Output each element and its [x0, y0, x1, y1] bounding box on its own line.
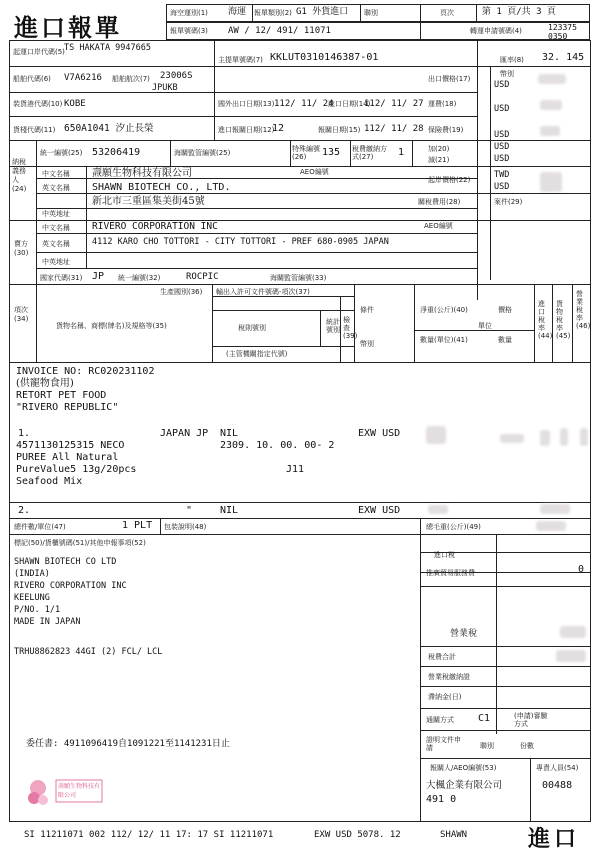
- statistics-label: 統計號別: [326, 318, 340, 334]
- terms-label: 條件: [360, 306, 374, 314]
- fob-value-redacted: [538, 74, 566, 84]
- cif-label: 起岸價格(22): [428, 176, 471, 184]
- item-weight-redacted: [426, 426, 446, 444]
- declare-date-label: 報關日期(15): [318, 126, 361, 134]
- cif-value-redacted: [540, 172, 562, 192]
- document-title: 進口報單: [14, 13, 122, 42]
- cert-label: 證明文件申請: [426, 736, 461, 752]
- seller-addr-label: 中英地址: [42, 258, 70, 266]
- item-permit: NIL: [220, 428, 239, 439]
- main-agency-label: (主管機關指定代號): [226, 350, 288, 358]
- item-permit: NIL: [220, 505, 239, 516]
- item-stat: J11: [286, 464, 305, 475]
- importer-aeo-label: AEO編號: [300, 168, 329, 176]
- method-label: 貨物稅率(45): [556, 300, 571, 340]
- marks-label: 包裝說明(48): [164, 523, 207, 531]
- cert-value: 聯別: [480, 742, 494, 750]
- importer-tax-id: 53206419: [92, 147, 141, 158]
- fob-label: 出口價格(17): [428, 75, 471, 83]
- seller-name-zh: RIVERO CORPORATION INC: [92, 221, 218, 232]
- agent-label: 專責人員(54): [536, 764, 579, 772]
- remark-line: (INDIA): [14, 569, 50, 579]
- transfer-no-label: 轉運申請號碼(4): [470, 27, 522, 35]
- adjust-add-label: 加(20): [428, 145, 450, 153]
- unit-price-label: 價格: [498, 306, 512, 314]
- unit-label: 單位: [478, 322, 492, 330]
- shipping-method: C1: [478, 713, 491, 724]
- freight-currency: USD: [494, 104, 510, 114]
- consignor-code: TS HAKATA 9947665: [64, 43, 151, 53]
- exchange-rate-label: 匯率(8): [500, 56, 524, 64]
- warehouse-label: 貨棧代碼(11): [13, 126, 56, 134]
- item-tariff: 2309. 10. 00. 00- 2: [220, 440, 335, 451]
- origin-label: 生產國別(36): [160, 288, 203, 296]
- amount-label: 數量: [498, 336, 512, 344]
- importer-name-zh-label: 中文名稱: [42, 170, 70, 178]
- seller-tax-id-label: 統一編號(32): [118, 274, 161, 282]
- tax-col-label: 營業稅率(46): [576, 290, 591, 330]
- export-date: 112/ 11/ 24: [274, 99, 334, 109]
- shipping-method-label: 通關方式: [426, 716, 454, 724]
- special-no: 135: [322, 147, 341, 158]
- invoice-line-4: "RIVERO REPUBLIC": [16, 402, 119, 413]
- adjust-currency-1: USD: [494, 142, 510, 152]
- tax-total-redacted: [556, 650, 586, 662]
- item-weight-redacted: [428, 505, 448, 514]
- remark-line: RIVERO CORPORATION INC: [14, 581, 127, 591]
- item-rate-redacted: [540, 504, 570, 514]
- seller-country-label: 國家代碼(31): [40, 274, 83, 282]
- adjust-sub-label: 減(21): [428, 156, 450, 164]
- footer-line: SI 11211071 002 112/ 12/ 11 17: 17 SI 11211071: [24, 830, 274, 840]
- vessel-code: V7A6216: [64, 73, 102, 83]
- loading-port-label: 裝貨港代碼(10): [13, 100, 63, 108]
- loading-port: KOBE: [64, 99, 86, 109]
- footer-terms: EXW USD 5078. 12: [314, 830, 401, 840]
- declaration-type: G1 外貨進口: [296, 7, 349, 17]
- item-desc-2: PureValue5 13g/20pcs: [16, 464, 137, 475]
- importer-addr-label: 中英地址: [42, 210, 70, 218]
- qty-label: 數量(單位)(41): [420, 336, 468, 344]
- item-origin: ": [186, 505, 193, 516]
- copies-label: 份數: [520, 742, 534, 750]
- item-terms: EXW USD: [358, 428, 401, 439]
- insurance-label: 保險費(19): [428, 126, 464, 134]
- seller-name-en: 4112 KARO CHO TOTTORI - CITY TOTTORI - PREF 680-0905 JAPAN: [92, 237, 389, 247]
- agent-code: 00488: [542, 780, 573, 791]
- tax-rate-label: 進口稅率(44): [538, 300, 553, 340]
- freight-value-redacted: [540, 100, 562, 110]
- vessel-name-label: 船舶航次(7): [112, 75, 150, 83]
- packages: 1 PLT: [122, 520, 153, 531]
- seller-country: JP: [92, 271, 105, 282]
- transfer-no: 123375 0350: [548, 23, 577, 41]
- seller-name-zh-label: 中文名稱: [42, 224, 70, 232]
- item-origin: JAPAN JP: [160, 428, 209, 439]
- remark-line: P/NO. 1/1: [14, 605, 61, 615]
- business-tax-redacted: [560, 626, 586, 638]
- cif-currency: TWD: [494, 170, 510, 180]
- remarks-label: 標記(50)/貨櫃號碼(51)/其他申報事項(52): [14, 539, 146, 547]
- import-date: 112/ 11/ 27: [364, 99, 424, 109]
- tax-mode: 1: [398, 147, 405, 158]
- invoice-line-1: INVOICE NO: RC020231102: [16, 366, 155, 377]
- late-fee-label: 滯納金(日): [428, 693, 462, 701]
- currency-label: 幣別: [500, 70, 514, 78]
- import-date-label: 進口日期(14): [328, 100, 371, 108]
- remark-line: KEELUNG: [14, 593, 50, 603]
- gross-weight-redacted: [536, 521, 566, 531]
- broker-name: 大楓企業有限公司: [426, 780, 503, 791]
- exchange-rate: 32. 145: [542, 52, 585, 63]
- insurance-currency: USD: [494, 130, 510, 140]
- item-rate-redacted: [540, 430, 550, 446]
- importer-name-en: SHAWN BIOTECH CO., LTD.: [92, 182, 231, 193]
- export-date-label: 國外出口日期(13): [218, 100, 275, 108]
- item-no: 2.: [18, 505, 31, 516]
- item-label: 項次(34): [14, 306, 29, 323]
- special-label: 特殊編號(26): [292, 145, 320, 161]
- price-label: 幣別: [360, 340, 374, 348]
- invoice-line-2: (供寵物食用): [16, 378, 74, 389]
- seller-tax-id: ROCPIC: [186, 272, 219, 282]
- check-label: 檢查(39): [343, 316, 358, 340]
- importer-customs-code-label: 海關監管編號(25): [174, 149, 231, 157]
- transport-mode-label: 海空運別(1): [170, 9, 208, 17]
- customs-fee-label: 營業稅繳納證: [428, 673, 470, 681]
- net-weight-label: 淨重(公斤)(40): [420, 306, 468, 314]
- trade-promo-value: 0: [578, 564, 585, 575]
- vessel-label: 船舶代碼(6): [13, 75, 51, 83]
- tax-mode-label: 稅費繳納方式(27): [352, 145, 387, 161]
- seller-customs-label: 海關監管編號(33): [270, 274, 327, 282]
- invoice-line-3: RETORT PET FOOD: [16, 390, 107, 401]
- declaration-no: AW / 12/ 491/ 11071: [228, 26, 331, 36]
- importer-name-zh: 燾願生物科技有限公司: [92, 168, 192, 179]
- transport-mode: 海運: [228, 7, 247, 17]
- currency: USD: [494, 80, 510, 90]
- page-label: 頁次: [440, 9, 454, 17]
- seller-section-label: 賣方(30): [14, 240, 29, 257]
- item-desc-3: Seafood Mix: [16, 476, 83, 487]
- remark-line: MADE IN JAPAN: [14, 617, 81, 627]
- declare-date: 112/ 11/ 28: [364, 124, 424, 134]
- clearance-label: 聯別: [364, 9, 378, 17]
- adjust-currency-2: USD: [494, 154, 510, 164]
- ccc-label: 稅則號別: [238, 324, 266, 332]
- remark-line: TRHU8862823 44GI (2) FCL/ LCL: [14, 647, 163, 657]
- freight-label: 運費(18): [428, 100, 457, 108]
- item-terms: EXW USD: [358, 505, 401, 516]
- import-tax-label: 進口稅: [434, 551, 455, 559]
- packages-label: 總件數/單位(47): [14, 523, 66, 531]
- tariff-no-label: 輸出入許可文件號碼-項次(37): [216, 288, 310, 296]
- company-stamp: [26, 774, 106, 810]
- importer-section-label: 納稅義務人(24): [12, 158, 27, 193]
- manifest-label: 主提單號碼(7): [218, 56, 263, 64]
- item-code: 4571130125315 NECO: [16, 440, 125, 451]
- broker-label: 報關人/AEO編號(53): [430, 764, 497, 772]
- arrival-label: 進口報關日期(12): [218, 126, 275, 134]
- item-rate3-redacted: [580, 428, 588, 446]
- item-desc-1: PUREE All Natural: [16, 452, 119, 463]
- declaration-no-label: 報單號碼(3): [170, 27, 208, 35]
- arrival-qty: 12: [272, 123, 285, 134]
- delegation-note: 委任書: 4911096419自1091221至1141231日止: [26, 739, 230, 749]
- gross-weight-label: 總毛重(公斤)(49): [426, 523, 481, 531]
- item-rate2-redacted: [560, 428, 568, 446]
- tariff-fee-label: 關稅費用(28): [418, 198, 461, 206]
- importer-addr: 新北市三重區集美街45號: [92, 196, 205, 207]
- consignor-label: 起運口岸代碼(5): [13, 48, 65, 56]
- clearance-fee-label: 案件(29): [494, 198, 523, 206]
- insurance-value-redacted: [540, 126, 560, 136]
- footer-company: SHAWN: [440, 830, 468, 840]
- business-tax-label: 營業稅: [450, 629, 478, 639]
- broker-code: 491 0: [426, 794, 457, 805]
- declaration-type-label: 報單類別(2): [254, 9, 292, 17]
- doc-method-label: (申請)審驗方式: [514, 712, 548, 728]
- stamp-text: 燾願生物科技有限公司: [58, 783, 101, 799]
- warehouse: 650A1041 汐止長榮: [64, 123, 154, 134]
- item-no: 1.: [18, 428, 31, 439]
- vessel-voyage: 23006S: [160, 71, 193, 81]
- tax-total-label: 稅費合計: [428, 653, 456, 661]
- trade-promo-label: 推廣貿易服務費: [426, 569, 475, 577]
- manifest-no: KKLUT0310146387-01: [270, 52, 379, 63]
- vessel-sub: JPUKB: [152, 83, 178, 93]
- footer-title: 進口: [528, 826, 581, 852]
- importer-tax-id-label: 統一編號(25): [40, 149, 83, 157]
- page-number: 第 1 頁/共 3 頁: [482, 7, 556, 17]
- remark-line: SHAWN BIOTECH CO LTD: [14, 557, 117, 567]
- desc-label: 貨物名稱、商標(牌名)及規格等(35): [56, 322, 167, 330]
- seller-name-en-label: 英文名稱: [42, 240, 70, 248]
- item-price-redacted: [500, 434, 524, 443]
- cif-usd: USD: [494, 182, 510, 192]
- seller-aeo-label: AEO編號: [424, 222, 453, 230]
- importer-name-en-label: 英文名稱: [42, 184, 70, 192]
